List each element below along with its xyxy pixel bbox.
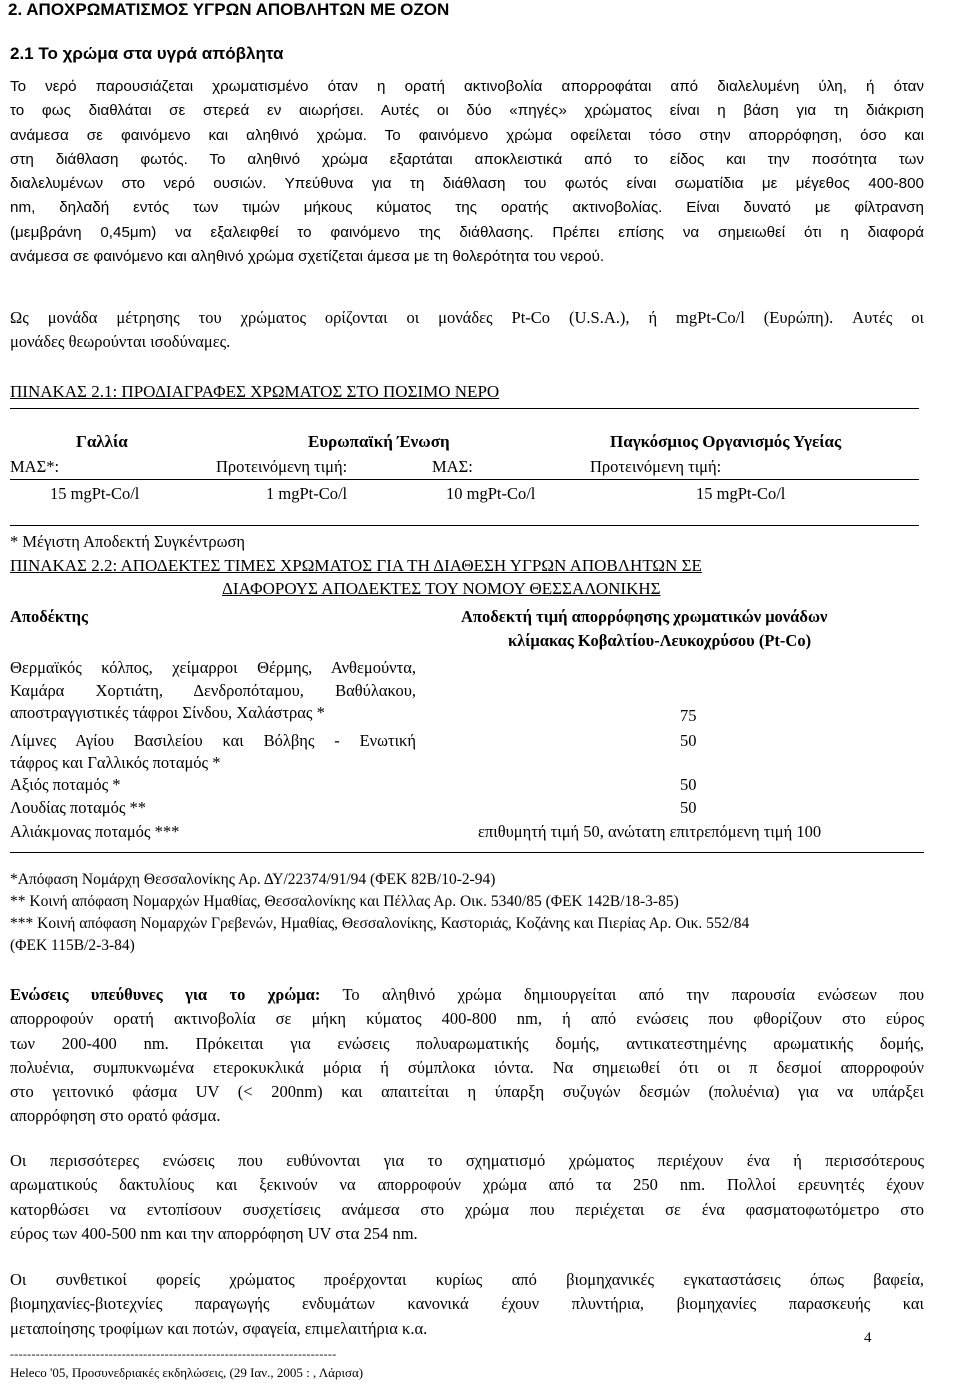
receiver-line: τάφρος και Γαλλικός ποταμός * <box>10 753 221 772</box>
subsection-heading: 2.1 Το χρώμα στα υγρά απόβλητα <box>10 44 284 63</box>
text-line: Το νερό παρουσιάζεται χρωματισμένο όταν η ορατή ακτινοβολία απορροφάται από διαλελυμένη ύλη, ή όταν <box>10 78 924 95</box>
table1-bottom-rule <box>10 525 919 526</box>
text-line: στη διάθλαση φωτός. Το αληθινό χρώμα εξαρτάται αποκλειστικά από το είδος και την ποσότητα των <box>10 150 924 168</box>
table1-subheader: Προτεινόμενη τιμή: <box>590 457 722 476</box>
text-line: ανάμεσα σε φαινόμενο και αληθινό χρώμα σχετίζεται άμεσα με τη θολερότητα του νερού. <box>10 248 605 266</box>
carriers-paragraph <box>10 1268 924 1341</box>
text-line: Ως μονάδα μέτρησης του χρώματος ορίζονται οι μονάδες Pt-Co (U.S.A.), ή mgPt-Co/l (Ευρώπη). Αυτές οι <box>10 308 924 327</box>
text-line: αρωματικούς δακτυλίους και ξεκινούν να απορροφούν χρώμα από τα 250 nm. Πολλοί ερευνητές έχουν <box>10 1175 924 1195</box>
receiver-line: Αξιός ποταμός * <box>10 775 121 794</box>
text-line: εύρος των 400-500 nm και την απορρόφηση UV στα 254 nm. <box>10 1223 418 1243</box>
receiver-value: επιθυμητή τιμή 50, ανώτατη επιτρεπόμενη τιμή 100 <box>478 822 822 841</box>
compounds-lead: Ενώσεις υπεύθυνες για το χρώμα: <box>10 985 321 1004</box>
text-line: (μεμβράνη 0,45μm) να εξαλειφθεί το φαινόμενο της διάθλασης. Πρέπει επίσης να σημειωθεί ότι η διαφορά <box>10 223 924 241</box>
table2-note: (ΦΕΚ 115Β/2-3-84) <box>10 937 135 954</box>
text-line: το φως διαθλάται σε στερεά εν αιωρήσει. Αυτές οι δύο «πηγές» χρώματος είναι η βάση για τη διάκριση <box>10 102 924 120</box>
chromophores-paragraph <box>10 1149 924 1246</box>
text-line: μονάδες θεωρούνται ισοδύναμες. <box>10 332 231 352</box>
compounds-paragraph <box>10 983 924 1129</box>
table1-footnote: * Μέγιστη Αποδεκτή Συγκέντρωση <box>10 532 245 551</box>
table2-col2-header-line1: Αποδεκτή τιμή απορρόφησης χρωματικών μονάδων <box>461 607 828 626</box>
footer-text: Heleco '05, Προσυνεδριακές εκδηλώσεις, (29 Ιαν., 2005 : , Λάρισα) <box>10 1365 364 1380</box>
receiver-value: 50 <box>680 798 697 817</box>
text-line: διαλελυμένων στο νερό ουσιών. Υπεύθυνα για τη διάθλαση του φωτός είναι σωματίδια με μέγεθος 400-800 <box>10 175 924 193</box>
receiver-line: Θερμαϊκός κόλπος, χείμαρροι Θέρμης, Ανθεμούντα, <box>10 658 416 677</box>
page-number: 4 <box>864 1330 872 1346</box>
text-line: Οι περισσότερες ενώσεις που ευθύνονται για το σχηματισμό χρώματος περιέχουν ένα ή περισσότερους <box>10 1151 924 1170</box>
table2-bottom-rule <box>10 852 924 853</box>
table2-row <box>10 731 416 751</box>
text-line: μεταποίησης τροφίμων και ποτών, σφαγεία, επιμελαιτήρια κ.α. <box>10 1318 428 1338</box>
text-line: κατορθώσει να εντοπίσουν συσχετίσεις ανάμεσα στο χρώμα που περιέχεται σε ένα φασματοφωτόμετρο στο <box>10 1199 924 1219</box>
receiver-value: 50 <box>680 775 697 794</box>
text-line: Οι συνθετικοί φορείς χρώματος προέρχονται κυρίως από βιομηχανικές εγκαταστάσεις όπως βαφεία, <box>10 1270 924 1289</box>
text-line <box>10 983 924 1007</box>
table1-value: 10 mgPt-Co/l <box>446 484 536 503</box>
receiver-line: Καμάρα Χορτιάτη, Δενδροπόταμου, Βαθύλακου, <box>10 681 416 700</box>
receiver-line: Λίμνες Αγίου Βασιλείου και Βόλβης - Ενωτική <box>10 731 416 750</box>
table2-col2-header-line2: κλίμακας Κοβαλτίου-Λευκοχρύσου (Pt-Co) <box>508 631 812 650</box>
units-paragraph <box>10 306 924 355</box>
receiver-line: αποστραγγιστικές τάφροι Σίνδου, Χαλάστρας * <box>10 703 325 722</box>
text-line: των 200-400 nm. Πρόκειται για ενώσεις πολυαρωματικής δομής, αντικατεστημένης αρωματικής δομής, <box>10 1033 924 1053</box>
table1-subheader: ΜΑΣ*: <box>10 457 60 476</box>
table1-subheader: ΜΑΣ: <box>432 457 473 476</box>
text-line: nm, δηλαδή εντός των τιμών μήκους κύματος της ορατής ακτινοβολίας. Είναι δυνατό με φίλτρανση <box>10 199 924 217</box>
footer-rule: ---------------------------------------------------------------------------- <box>10 1347 337 1361</box>
receiver-value: 50 <box>680 731 697 750</box>
table2-row <box>10 681 416 701</box>
table2-row <box>10 658 416 678</box>
table1-header-eu: Ευρωπαϊκή Ένωση <box>308 432 450 451</box>
table2-note: *Απόφαση Νομάρχη Θεσσαλονίκης Αρ. ΔΥ/22374/91/94 (ΦΕΚ 82Β/10-2-94) <box>10 871 496 888</box>
table1-top-rule <box>10 408 919 409</box>
table1-value: 1 mgPt-Co/l <box>266 484 348 503</box>
table1-subheader: Προτεινόμενη τιμή: <box>216 457 348 476</box>
receiver-line: Λουδίας ποταμός ** <box>10 798 147 817</box>
table1-header-who: Παγκόσμιος Οργανισμός Υγείας <box>610 432 842 451</box>
intro-paragraph <box>10 75 924 269</box>
section-heading: 2. ΑΠΟΧΡΩΜΑΤΙΣΜΟΣ ΥΓΡΩΝ ΑΠΟΒΛΗΤΩΝ ΜΕ ΟΖΟΝ <box>8 0 450 19</box>
table1-value: 15 mgPt-Co/l <box>696 484 786 503</box>
table1-mid-rule <box>10 479 919 480</box>
table1-title: ΠΙΝΑΚΑΣ 2.1: ΠΡΟΔΙΑΓΡΑΦΕΣ ΧΡΩΜΑΤΟΣ ΣΤΟ ΠΟΣΙΜΟ ΝΕΡΟ <box>10 382 500 401</box>
table2-title-line1: ΠΙΝΑΚΑΣ 2.2: ΑΠΟΔΕΚΤΕΣ ΤΙΜΕΣ ΧΡΩΜΑΤΟΣ ΓΙΑ ΤΗ ΔΙΑΘΕΣΗ ΥΓΡΩΝ ΑΠΟΒΛΗΤΩΝ ΣΕ <box>10 556 702 575</box>
text-line: απορροφούν ορατή ακτινοβολία σε μήκη κύματος 400-800 nm, ή από ενώσεις που φθορίζουν στο εύρος <box>10 1009 924 1029</box>
table2-note: ** Κοινή απόφαση Νομαρχών Ημαθίας, Θεσσαλονίκης και Πέλλας Αρ. Οικ. 5340/85 (ΦΕΚ 142Β/18-3-85) <box>10 893 679 910</box>
table2-note: *** Κοινή απόφαση Νομαρχών Γρεβενών, Ημαθίας, Θεσσαλονίκης, Καστοριάς, Κοζάνης και Πιερίας Αρ. Οικ. 552/84 <box>10 915 750 932</box>
table2-title-line2: ΔΙΑΦΟΡΟΥΣ ΑΠΟΔΕΚΤΕΣ ΤΟΥ ΝΟΜΟΥ ΘΕΣΣΑΛΟΝΙΚΗΣ <box>222 579 661 598</box>
text-line: βιομηχανίες-βιοτεχνίες παραγωγής ενδυμάτων κανονικά έχουν πλυντήρια, βιομηχανίες παρασκευής και <box>10 1294 924 1314</box>
table2-col1-header: Αποδέκτης <box>10 607 88 626</box>
text-line: ανάμεσα σε φαινόμενο και αληθινό χρώμα. Το φαινόμενο χρώμα οφείλεται τόσο στην απορρόφηση, όσο και <box>10 126 924 144</box>
table1-header-france: Γαλλία <box>76 432 128 451</box>
text-line: απορρόφηση στο ορατό φάσμα. <box>10 1106 221 1126</box>
table1-value: 15 mgPt-Co/l <box>50 484 140 503</box>
receiver-line: Αλιάκμονας ποταμός *** <box>10 822 180 841</box>
text-line: Το αληθινό χρώμα δημιουργείται από την παρουσία ενώσεων που <box>320 985 924 1004</box>
text-line: στο γειτονικό φάσμα UV (< 200nm) και απαιτείται η ύπαρξη συζυγών δεσμών (πολυένια) για να υπάρξει <box>10 1082 924 1102</box>
text-line: πολυένια, συμπυκνωμένα ετεροκυκλικά μόρια ή σύμπλοκα ιόντα. Να σημειωθεί ότι οι π δεσμοί απορροφούν <box>10 1057 924 1077</box>
receiver-value: 75 <box>680 706 697 725</box>
